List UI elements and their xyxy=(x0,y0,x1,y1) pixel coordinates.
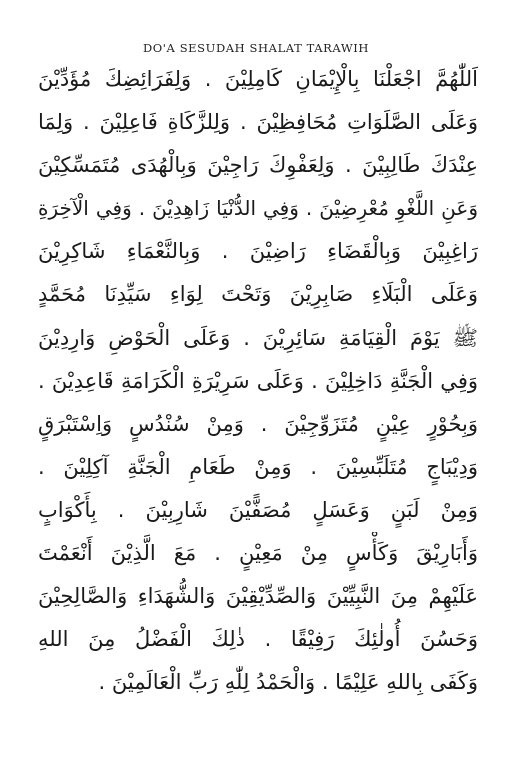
doa-text xyxy=(38,58,478,704)
page-heading: DO'A SESUDAH SHALAT TARAWIH xyxy=(142,41,370,55)
doa-line: رَاغِبِيْنَ وَبِالْقَضَاءِ رَاضِيْنَ . وَبِالنَّعْمَاءِ شَاكِرِيْنَ xyxy=(38,239,478,264)
doa-line: وَدِيْبَاجٍ مُتَلَبِّسِيْنَ . وَمِنْ طَعَامِ الْجَنَّةِ آكِلِيْنَ . xyxy=(38,454,478,479)
doa-line: ﷺ يَوْمَ الْقِيَامَةِ سَائِرِيْنَ . وَعَلَى الْحَوْضِ وَارِدِيْنَ xyxy=(38,325,478,350)
doa-line: وَحَسُنَ أُولٰئِكَ رَفِيْقًا . ذٰلِكَ الْفَضْلُ مِنَ اللهِ xyxy=(38,627,478,652)
doa-line: وَعَنِ اللَّغْوِ مُعْرِضِيْنَ . وَفِي الدُّنْيَا زَاهِدِيْنَ . وَفِي الْآخِرَةِ xyxy=(38,196,478,221)
doa-line: اَللّٰهُمَّ اجْعَلْنَا بِالْإِيْمَانِ كَامِلِيْنَ . وَلِفَرَائِضِكَ مُؤَدِّيْنَ xyxy=(38,67,478,91)
doa-line: وَبِحُوْرٍ عِيْنٍ مُتَزَوِّجِيْنَ . وَمِنْ سُنْدُسٍ وَاِسْتَبْرَقٍ xyxy=(38,411,478,436)
doa-line: وَأَبَارِيْقَ وَكَأْسٍ مِنْ مَعِيْنٍ . مَعَ الَّذِيْنَ أَنْعَمْتَ xyxy=(38,541,478,566)
doa-line: عَلَيْهِمْ مِنَ النَّبِيِّيْنَ وَالصِّدِّيْقِيْنَ وَالشُّهَدَاءِ وَالصَّالِحِيْنَ xyxy=(38,584,478,609)
doa-line: وَفِي الْجَنَّةِ دَاخِلِيْنَ . وَعَلَى سَرِيْرَةِ الْكَرَامَةِ قَاعِدِيْنَ . xyxy=(38,368,478,393)
doa-line: وَمِنْ لَبَنٍ وَعَسَلٍ مُصَفًّيْنَ شَارِبِيْنَ . بِأَكْوَابٍ xyxy=(38,497,478,522)
doa-line: وَعَلَى الصَّلَوَاتِ مُحَافِظِيْنَ . وَلِلزَّكَاةِ فَاعِلِيْنَ . وَلِمَا xyxy=(38,110,478,135)
doa-line: وَكَفَى بِاللهِ عَلِيْمًا . وَالْحَمْدُ لِلّٰهِ رَبِّ الْعَالَمِيْنَ . xyxy=(98,670,478,695)
doa-line: وَعَلَى الْبَلَاءِ صَابِرِيْنَ وَتَحْتَ لِوَاءِ سَيِّدِنَا مُحَمَّدٍ xyxy=(38,282,478,307)
doa-line: عِنْدَكَ طَالِبِيْنَ . وَلِعَفْوِكَ رَاجِيْنَ وَبِالْهُدَى مُتَمَسِّكِيْنَ xyxy=(38,153,478,178)
